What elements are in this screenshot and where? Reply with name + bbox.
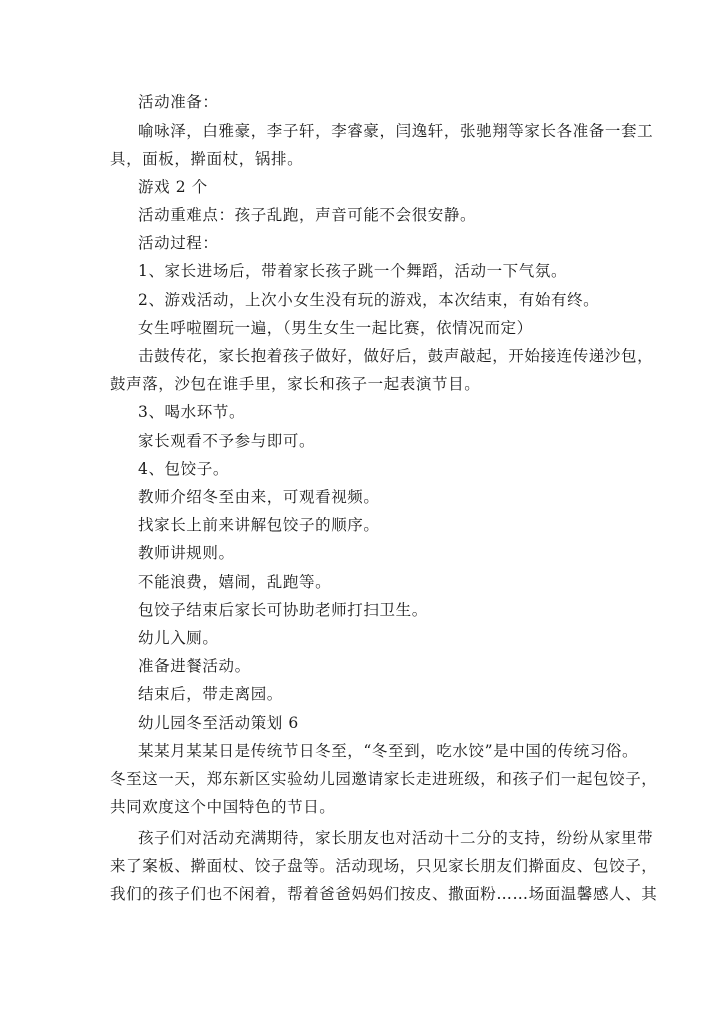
text-line: 共同欢度这个中国特色的节日。: [110, 798, 336, 816]
text-line: 找家长上前来讲解包饺子的顺序。: [138, 516, 380, 534]
text-line: 具，面板，擀面杖，锅排。: [110, 150, 304, 168]
text-line: 4、包饺子。: [138, 460, 229, 478]
text-line: 幼儿入厕。: [138, 629, 219, 647]
text-line: 来了案板、擀面杖、饺子盘等。活动现场，只见家长朋友们擀面皮、包饺子，: [110, 857, 658, 875]
text-line: 击鼓传花，家长抱着孩子做好，做好后，鼓声敲起，开始接连传递沙包，: [138, 347, 654, 365]
text-line: 活动重难点：孩子乱跑，声音可能不会很安静。: [138, 206, 477, 224]
text-line: 准备进餐活动。: [138, 657, 251, 675]
text-line: 活动过程：: [138, 234, 219, 252]
text-line: 女生呼啦圈玩一遍，（男生女生一起比赛，依情况而定）: [138, 319, 533, 337]
text-line: 结束后，带走离园。: [138, 685, 283, 703]
text-line: 我们的孩子们也不闲着，帮着爸爸妈妈们按皮、撒面粉……场面温馨感人、其: [110, 885, 658, 903]
text-line: 教师讲规则。: [138, 544, 235, 562]
text-line: 某某月某某日是传统节日冬至，“冬至到，吃水饺”是中国的传统习俗。: [138, 742, 639, 760]
text-line: 3、喝水环节。: [138, 403, 246, 421]
text-line: 教师介绍冬至由来，可观看视频。: [138, 488, 380, 506]
section-heading: 幼儿园冬至活动策划 6: [138, 714, 299, 732]
text-line: 活动准备：: [138, 93, 219, 111]
text-line: 家长观看不予参与即可。: [138, 432, 316, 450]
text-line: 冬至这一天，郑东新区实验幼儿园邀请家长走进班级，和孩子们一起包饺子，: [110, 770, 658, 788]
text-line: 鼓声落，沙包在谁手里，家长和孩子一起表演节目。: [110, 375, 481, 393]
text-line: 1、家长进场后，带着家长孩子跳一个舞蹈，活动一下气氛。: [138, 262, 568, 280]
text-line: 不能浪费，嬉闹，乱跑等。: [138, 573, 332, 591]
text-line: 孩子们对活动充满期待，家长朋友也对活动十二分的支持，纷纷从家里带: [138, 829, 654, 847]
text-line: 包饺子结束后家长可协助老师打扫卫生。: [138, 601, 428, 619]
text-line: 游戏 2 个: [138, 178, 208, 196]
text-line: 喻咏泽，白雅豪，李子轩，李睿豪，闫逸轩，张驰翔等家长各准备一套工: [138, 122, 654, 140]
text-line: 2、游戏活动，上次小女生没有玩的游戏，本次结束，有始有终。: [138, 291, 600, 309]
